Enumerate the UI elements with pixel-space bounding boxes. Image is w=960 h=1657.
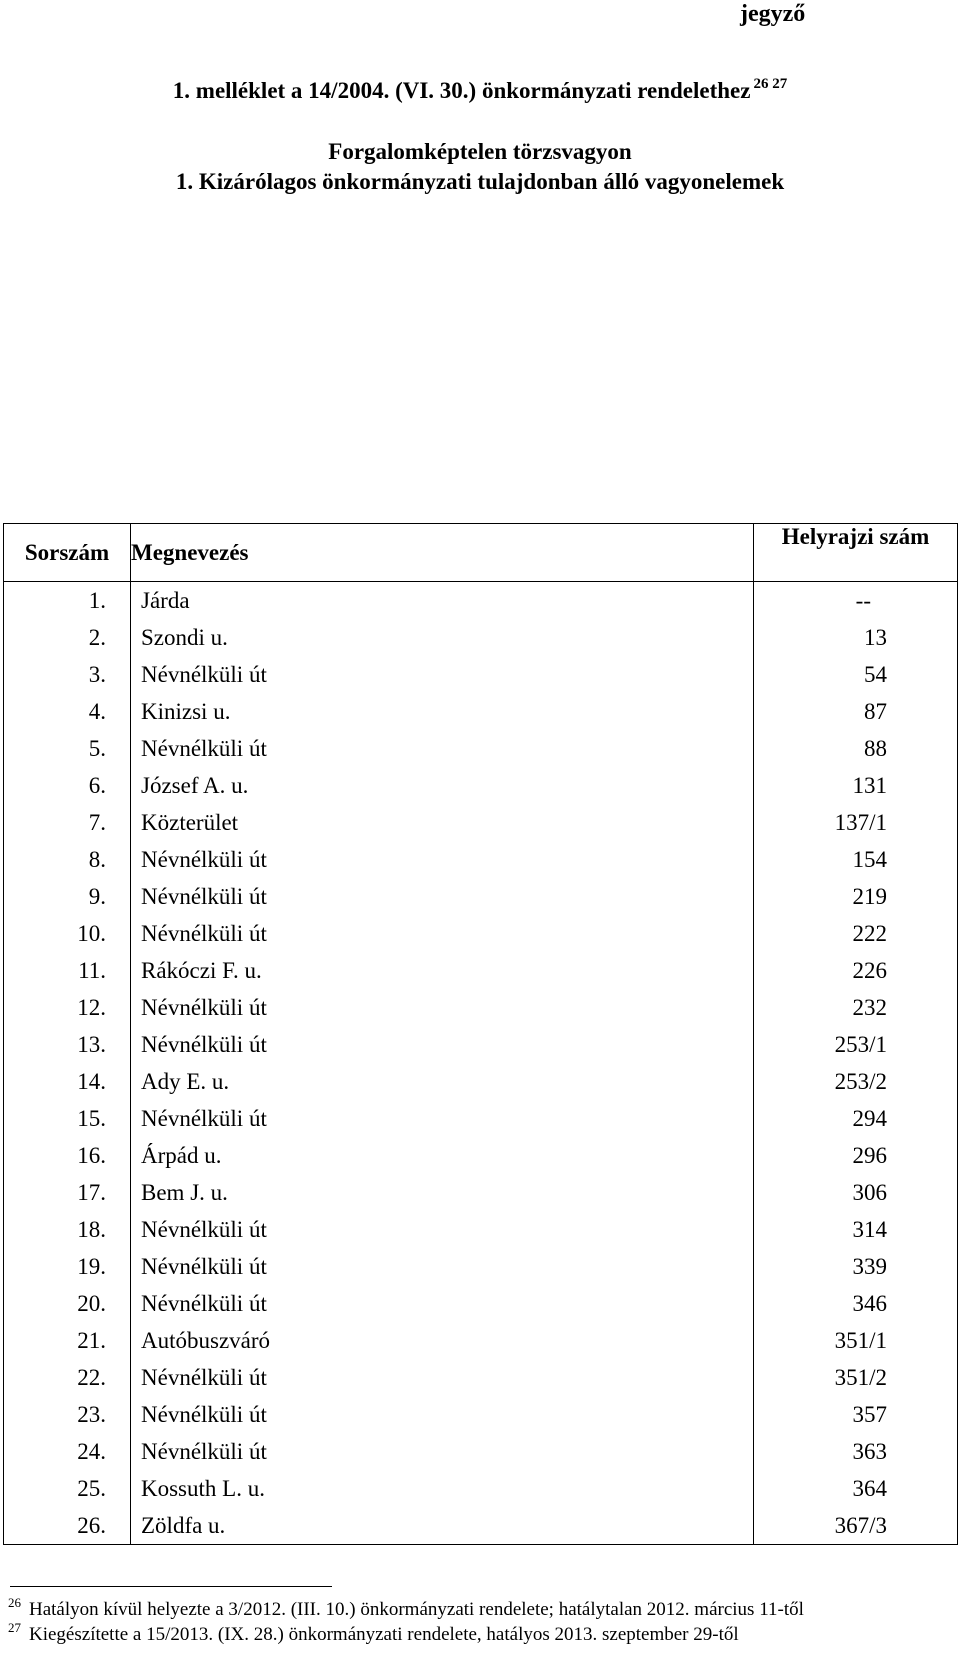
row-plot-number: 296 (852, 1143, 887, 1168)
row-plot-number: 154 (852, 847, 887, 872)
row-name: Névnélküli út (141, 1402, 267, 1427)
table-body-row (4, 582, 958, 1545)
row-name: Autóbuszváró (141, 1328, 271, 1353)
row-plot-number: 314 (852, 1217, 887, 1242)
row-name: Névnélküli út (141, 1217, 267, 1242)
row-plot-number: 363 (852, 1439, 887, 1464)
row-name: Kossuth L. u. (141, 1476, 265, 1501)
footnote (8, 1620, 739, 1646)
row-number: 6. (88, 773, 106, 798)
row-number: 13. (77, 1032, 106, 1057)
row-name: Névnélküli út (141, 847, 267, 872)
row-number: 19. (77, 1254, 106, 1279)
row-plot-number: 357 (852, 1402, 887, 1427)
row-number: 5. (88, 736, 106, 761)
row-number: 14. (77, 1069, 106, 1094)
row-name: Szondi u. (141, 625, 228, 650)
footnote-ref: 26 (8, 1595, 21, 1610)
row-plot-number: 87 (864, 699, 887, 724)
annex-title-text: 1. melléklet a 14/2004. (VI. 30.) önkormányzati rendelethez (172, 78, 751, 103)
row-plot-number: 339 (852, 1254, 887, 1279)
row-number: 22. (77, 1365, 106, 1390)
row-name: Bem J. u. (141, 1180, 228, 1205)
row-number: 1. (88, 588, 106, 613)
row-plot-number: 253/1 (834, 1032, 887, 1057)
row-plot-number: 351/2 (834, 1365, 887, 1390)
row-number: 16. (77, 1143, 106, 1168)
footnote-separator (10, 1586, 332, 1587)
row-name: Kinizsi u. (141, 699, 231, 724)
row-number: 20. (77, 1291, 106, 1316)
row-name: Névnélküli út (141, 736, 267, 761)
row-name: Árpád u. (141, 1143, 222, 1168)
row-name: Névnélküli út (141, 1439, 267, 1464)
row-name: Névnélküli út (141, 921, 267, 946)
footnote-ref: 27 (8, 1620, 21, 1635)
row-number: 9. (88, 884, 106, 909)
row-plot-number: 226 (852, 958, 887, 983)
row-number: 26. (77, 1513, 106, 1538)
row-number: 8. (88, 847, 106, 872)
row-name: Névnélküli út (141, 1254, 267, 1279)
top-word: jegyző (740, 1, 806, 27)
row-name: Névnélküli út (141, 662, 267, 687)
section-heading: Forgalomképtelen törzsvagyon (328, 139, 632, 164)
name-column (131, 582, 754, 1545)
row-name: Névnélküli út (141, 995, 267, 1020)
footnote-text: Kiegészítette a 15/2013. (IX. 28.) önkormányzati rendelete, hatályos 2013. szeptember 29-től (29, 1624, 739, 1645)
row-number: 3. (88, 662, 106, 687)
row-name: Rákóczi F. u. (141, 958, 262, 983)
annex-title (0, 76, 960, 106)
row-plot-number: 367/3 (834, 1513, 887, 1538)
row-number: 7. (88, 810, 106, 835)
row-plot-number: 253/2 (834, 1069, 887, 1094)
row-plot-number: 131 (852, 773, 887, 798)
row-plot-number: 54 (864, 662, 887, 687)
annex-footnote-refs[interactable]: 26 27 (753, 76, 788, 92)
footnote-text: Hatályon kívül helyezte a 3/2012. (III. 10.) önkormányzati rendelete; hatálytalan 2012. március 11-től (29, 1599, 804, 1620)
row-plot-number: 88 (864, 736, 887, 761)
row-plot-number: 219 (852, 884, 887, 909)
assets-table (3, 523, 958, 1545)
row-number: 10. (77, 921, 106, 946)
row-number: 25. (77, 1476, 106, 1501)
row-plot-number: 351/1 (834, 1328, 887, 1353)
row-name: Névnélküli út (141, 884, 267, 909)
number-column (4, 582, 131, 1545)
section-subheading: 1. Kizárólagos önkormányzati tulajdonban álló vagyonelemek (175, 169, 785, 194)
row-plot-number: 346 (852, 1291, 887, 1316)
row-number: 11. (78, 958, 106, 983)
row-plot-number: 13 (864, 625, 887, 650)
row-number: 4. (88, 699, 106, 724)
row-number: 24. (77, 1439, 106, 1464)
row-name: Névnélküli út (141, 1365, 267, 1390)
plot-column (754, 582, 958, 1545)
row-plot-number: -- (855, 588, 871, 613)
row-name: Közterület (141, 810, 239, 835)
row-number: 2. (88, 625, 106, 650)
row-plot-number: 232 (852, 995, 887, 1020)
row-plot-number: 222 (852, 921, 887, 946)
row-number: 12. (77, 995, 106, 1020)
row-number: 23. (77, 1402, 106, 1427)
column-header-plot: Helyrajzi szám (754, 524, 958, 582)
row-number: 17. (77, 1180, 106, 1205)
row-plot-number: 137/1 (834, 810, 887, 835)
row-name: Névnélküli út (141, 1032, 267, 1057)
row-name: Ady E. u. (141, 1069, 230, 1094)
row-name: Névnélküli út (141, 1291, 267, 1316)
table-header-row (4, 524, 958, 582)
row-name: József A. u. (141, 773, 249, 798)
row-name: Névnélküli út (141, 1106, 267, 1131)
row-name: Zöldfa u. (141, 1513, 226, 1538)
row-plot-number: 294 (852, 1106, 887, 1131)
column-header-name: Megnevezés (131, 524, 754, 582)
row-name: Járda (141, 588, 190, 613)
row-number: 21. (77, 1328, 106, 1353)
row-plot-number: 306 (852, 1180, 887, 1205)
footnote (8, 1595, 804, 1621)
row-number: 15. (77, 1106, 106, 1131)
row-number: 18. (77, 1217, 106, 1242)
row-plot-number: 364 (852, 1476, 887, 1501)
column-header-number: Sorszám (4, 524, 131, 582)
